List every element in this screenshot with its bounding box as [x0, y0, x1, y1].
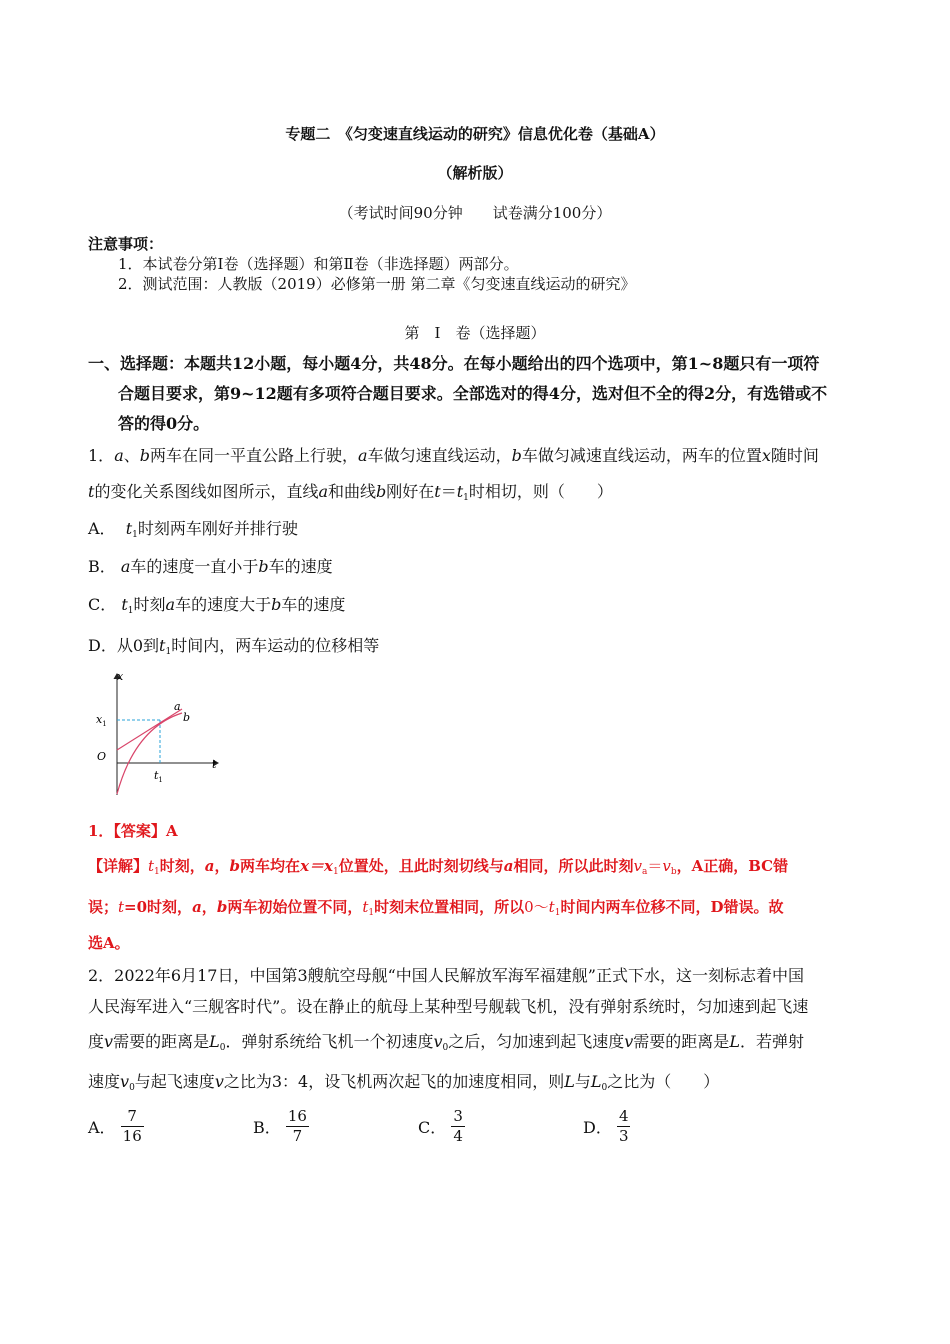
- note-item: 1．本试卷分第Ⅰ卷（选择题）和第Ⅱ卷（非选择题）两部分。: [118, 255, 519, 273]
- part1-instruction-line: 答的得0分。: [118, 414, 210, 433]
- t-axis-label: t: [212, 758, 217, 771]
- question-1-stem-line1: 1．a、b两车在同一平直公路上行驶，a车做匀速直线运动，b车做匀减速直线运动，两车的位置x随时间: [88, 446, 819, 465]
- fraction: $\frac{3}{4}$: [453, 1107, 463, 1145]
- question-1-xt-graph: [90, 668, 230, 800]
- fraction: $\frac{16}{7}$: [287, 1107, 307, 1145]
- t1-label: $t_1$: [154, 769, 163, 784]
- question-1-option-a: A． $t_1$时刻两车刚好并排行驶: [88, 519, 298, 540]
- document-title: 专题二 《匀变速直线运动的研究》信息优化卷（基础A）: [285, 125, 665, 143]
- x1-label: $x_1$: [96, 713, 107, 728]
- question-1-option-b: B． a车的速度一直小于b车的速度: [88, 557, 333, 576]
- x-axis-label: x: [117, 670, 124, 683]
- curve-b-label: b: [183, 711, 191, 724]
- document-subtitle: （解析版）: [437, 164, 513, 182]
- part1-instruction-line: 一、选择题：本题共12小题，每小题4分，共48分。在每小题给出的四个选项中，第1~8题只有一项符: [88, 354, 820, 373]
- question-2-option-c: C． $\frac{3}{4}$: [418, 1107, 463, 1145]
- fraction: $\frac{7}{16}$: [122, 1107, 142, 1145]
- curve-a-label: a: [174, 700, 181, 713]
- part1-instruction-line: 合题目要求，第9~12题有多项符合题目要求。全部选对的得4分，选对但不全的得2分，有选错或不: [118, 384, 828, 403]
- question-1-stem-line2: t的变化关系图线如图所示，直线a和曲线b刚好在$t=t_1$时相切，则（ ）: [88, 482, 613, 503]
- fraction: $\frac{4}{3}$: [618, 1107, 629, 1145]
- question-1-explanation-line1: 【详解】$t_1$时刻，a，b两车均在$x=x_1$位置处，且此时刻切线与a相同，所以此时刻$v_a=v_b$，A正确，BC错: [88, 857, 789, 877]
- question-2-stem-line2: 人民海军进入“三舰客时代”。设在静止的航母上某种型号舰载飞机，没有弹射系统时，匀加速到起飞速: [88, 997, 809, 1016]
- section-title: 第 Ⅰ 卷（选择题）: [404, 324, 546, 342]
- question-1-explanation-line2: 误；t=0时刻，a，b两车初始位置不同，$t_1$时刻末位置相同，所以$0\sim t_1$时间内两车位移不同，D错误。故: [88, 898, 784, 918]
- line-a: [117, 709, 182, 750]
- question-1-option-c: C． $t_1$时刻a车的速度大于b车的速度: [88, 595, 346, 616]
- question-2-option-b: B． $\frac{16}{7}$: [253, 1107, 307, 1145]
- exam-info: （考试时间90分钟 试卷满分100分）: [338, 204, 612, 222]
- question-2-option-d: D． $\frac{4}{3}$: [583, 1107, 629, 1145]
- question-2-stem-line3: 度v需要的距离是$L_0$．弹射系统给飞机一个初速度$v_0$之后，匀加速到起飞速度v需要的距离是L．若弹射: [88, 1032, 804, 1053]
- question-1-answer: 1．【答案】A: [88, 822, 178, 840]
- question-2-stem-line4: 速度$v_0$与起飞速度v之比为3：4，设飞机两次起飞的加速度相同，则L与$L_0$之比为（ ）: [88, 1072, 720, 1093]
- note-item: 2．测试范围：人教版（2019）必修第一册 第二章《匀变速直线运动的研究》: [118, 275, 636, 293]
- question-2-stem-line1: 2．2022年6月17日，中国第3艘航空母舰“中国人民解放军海军福建舰”正式下水，这一刻标志着中国: [88, 966, 804, 985]
- notes-heading: 注意事项：: [88, 235, 164, 253]
- question-2-option-a: A． $\frac{7}{16}$: [88, 1107, 142, 1145]
- curve-b: [117, 713, 182, 794]
- origin-label: O: [97, 750, 107, 763]
- question-1-option-d: D．从0到$t_1$时间内，两车运动的位移相等: [88, 636, 380, 657]
- question-1-explanation-line3: 选A。: [88, 934, 130, 952]
